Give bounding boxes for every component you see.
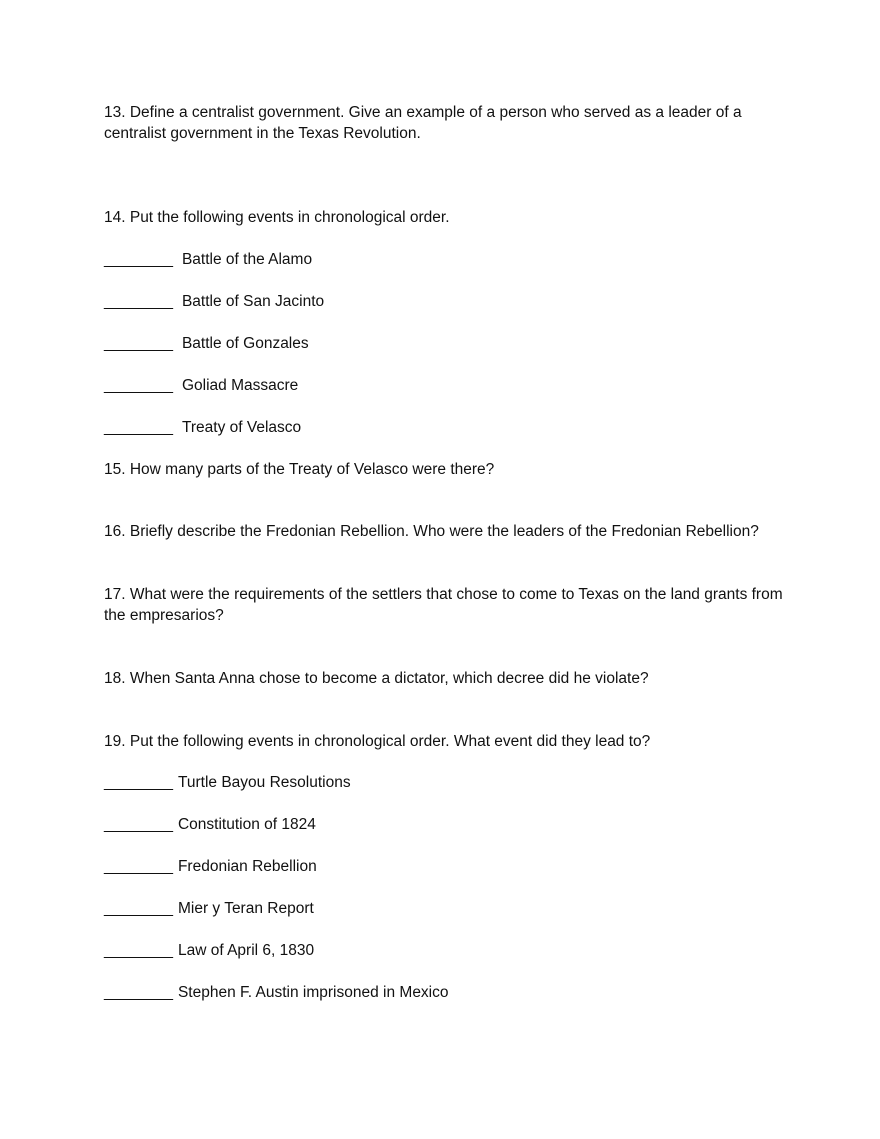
ordering-item <box>104 291 784 312</box>
event-label: Stephen F. Austin imprisoned in Mexico <box>177 984 449 1001</box>
ordering-item <box>104 249 784 270</box>
answer-blank[interactable]: ________ <box>104 816 173 833</box>
answer-blank[interactable]: ________ <box>104 900 173 917</box>
answer-blank[interactable]: ________ <box>104 377 173 394</box>
event-label: Battle of Gonzales <box>181 335 309 352</box>
event-label: Treaty of Velasco <box>181 419 302 436</box>
ordering-item <box>104 898 784 919</box>
question-16: 16. Briefly describe the Fredonian Rebellion. Who were the leaders of the Fredonian Rebellion? <box>104 523 759 540</box>
ordering-item <box>104 375 784 396</box>
question-18: 18. When Santa Anna chose to become a dictator, which decree did he violate? <box>104 670 649 687</box>
ordering-item <box>104 940 784 961</box>
answer-blank[interactable]: ________ <box>104 984 173 1001</box>
answer-blank[interactable]: ________ <box>104 858 173 875</box>
ordering-item <box>104 814 784 835</box>
ordering-item <box>104 417 784 438</box>
event-label: Constitution of 1824 <box>177 816 316 833</box>
ordering-item <box>104 856 784 877</box>
ordering-item <box>104 982 784 1003</box>
answer-blank[interactable]: ________ <box>104 419 173 436</box>
event-label: Mier y Teran Report <box>177 900 314 917</box>
answer-blank[interactable]: ________ <box>104 942 173 959</box>
question-13: 13. Define a centralist government. Give an example of a person who served as a leader of a centralist government in the Texas Revolution. <box>104 104 742 142</box>
answer-blank[interactable]: ________ <box>104 774 173 791</box>
answer-blank[interactable]: ________ <box>104 251 173 268</box>
event-label: Battle of the Alamo <box>181 251 313 268</box>
answer-blank[interactable]: ________ <box>104 293 173 310</box>
event-label: Goliad Massacre <box>181 377 299 394</box>
question-17: 17. What were the requirements of the settlers that chose to come to Texas on the land grants from the empresarios? <box>104 586 783 624</box>
ordering-item <box>104 333 784 354</box>
event-label: Law of April 6, 1830 <box>177 942 315 959</box>
question-19: 19. Put the following events in chronological order. What event did they lead to? <box>104 733 651 750</box>
event-label: Turtle Bayou Resolutions <box>177 774 351 791</box>
event-label: Battle of San Jacinto <box>181 293 325 310</box>
question-15: 15. How many parts of the Treaty of Velasco were there? <box>104 461 495 478</box>
event-label: Fredonian Rebellion <box>177 858 317 875</box>
ordering-item <box>104 772 784 793</box>
question-14: 14. Put the following events in chronological order. <box>104 209 450 226</box>
answer-blank[interactable]: ________ <box>104 335 173 352</box>
